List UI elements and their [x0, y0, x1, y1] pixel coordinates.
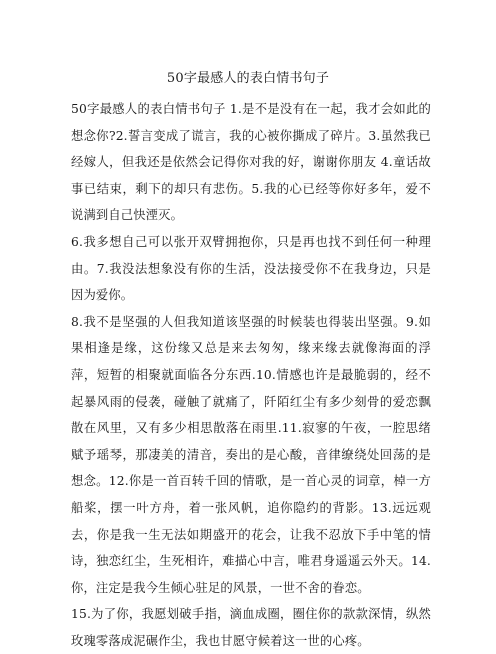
- paragraph: 15.为了你，我愿划破手指，滴血成圈，圈住你的款款深情，纵然玫瑰零落成泥碾作尘，我也甘愿守候着这一世的心疼。: [71, 607, 431, 648]
- document-title: 50字最感人的表白情书句子: [166, 71, 330, 86]
- paragraph: 50字最感人的表白情书句子 1.是不是没有在一起，我才会如此的想念你?2.誓言变成了谎言，我的心被你撕成了碎片。3.虽然我已经嫁人，但我还是依然会记得你对我的好，谢谢你朋友 4.童话故事已结束，剩下的却只有悲伤。5.我的心已经等你好多年，爱不说满到自己快湮灭。: [71, 102, 431, 223]
- paragraph: 6.我多想自己可以张开双臂拥抱你，只是再也找不到任何一种理由。7.我没法想象没有你的生活，没法接受你不在我身边，只是因为爱你。: [71, 234, 431, 303]
- document-body: [71, 96, 431, 654]
- paragraph: 8.我不是坚强的人但我知道该坚强的时候装也得装出坚强。9.如果相逢是缘，这份缘又总是来去匆匆，缘来缘去就像海面的浮萍，短暂的相聚就面临各分东西.10.情感也许是最脆弱的，经不起暴风雨的侵袭，碰触了就痛了，阡陌红尘有多少刻骨的爱恋飘散在风里，又有多少相思散落在雨里.11.寂寥的午夜，一腔思绪赋予瑶琴，那凄美的清音，奏出的是心酸，音律缭绕处回荡的是想念。12.你是一首百转千回的情歌，是一首心灵的词章，棹一方船桨，摆一叶方舟，着一张风帆，追你隐约的背影。13.远远观去，你是我一生无法如期盛开的花会，让我不忍放下手中笔的情诗，独恋红尘，生死相许，难描心中言，唯君身遥遥云外天。14.你，注定是我今生倾心驻足的风景，一世不舍的眷恋。: [71, 314, 431, 595]
